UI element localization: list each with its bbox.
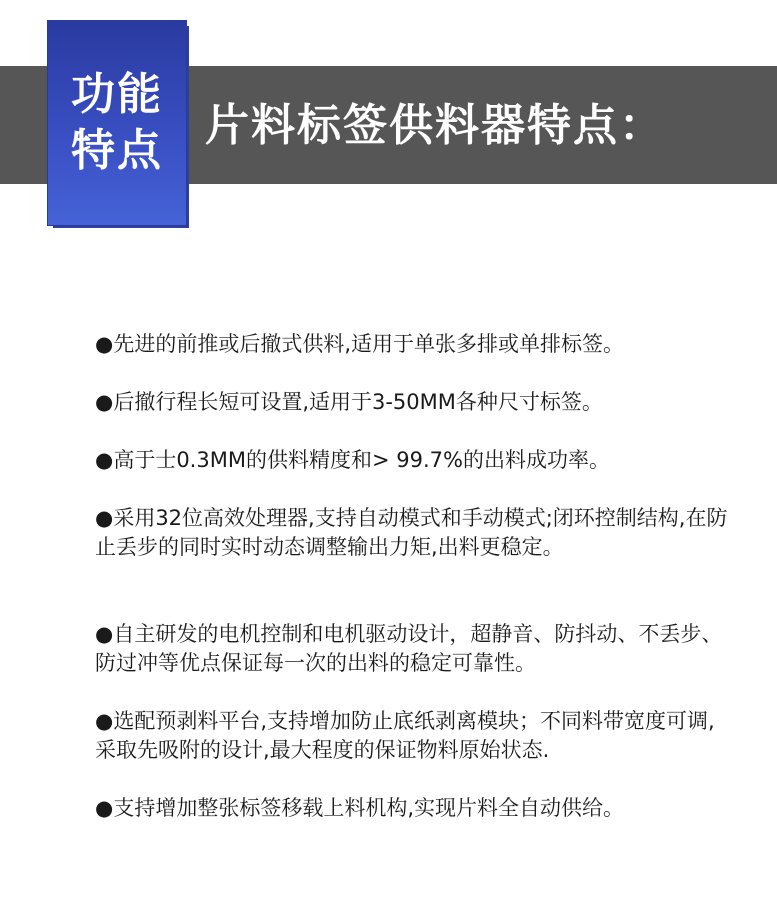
feature-item: ●支持增加整张标签移载上料机构,实现片料全自动供给。 — [95, 796, 624, 820]
badge-line-2: 特点 — [71, 125, 163, 176]
feature-item: ●先进的前推或后撤式供料,适用于单张多排或单排标签。 — [95, 332, 624, 356]
feature-item: ●高于士0.3MM的供料精度和> 99.7%的出料成功率。 — [95, 448, 610, 472]
feature-item: ●选配预剥料平台,支持增加防止底纸剥离模块；不同料带宽度可调,采取先吸附的设计,最大程度的保证物料原始状态. — [95, 709, 715, 762]
page-title: 片料标签供料器特点： — [205, 100, 665, 151]
badge-line-1: 功能 — [71, 69, 163, 120]
feature-item: ●后撤行程长短可设置,适用于3-50MM各种尺寸标签。 — [95, 390, 603, 414]
feature-item: ●自主研发的电机控制和电机驱动设计，超静音、防抖动、不丢步、防过冲等优点保证每一次的出料的稳定可靠性。 — [95, 622, 723, 675]
feature-item: ●采用32位高效处理器,支持自动模式和手动模式;闭环控制结构,在防止丢步的同时实时动态调整输出力矩,出料更稳定。 — [95, 506, 728, 559]
feature-badge — [48, 21, 186, 225]
